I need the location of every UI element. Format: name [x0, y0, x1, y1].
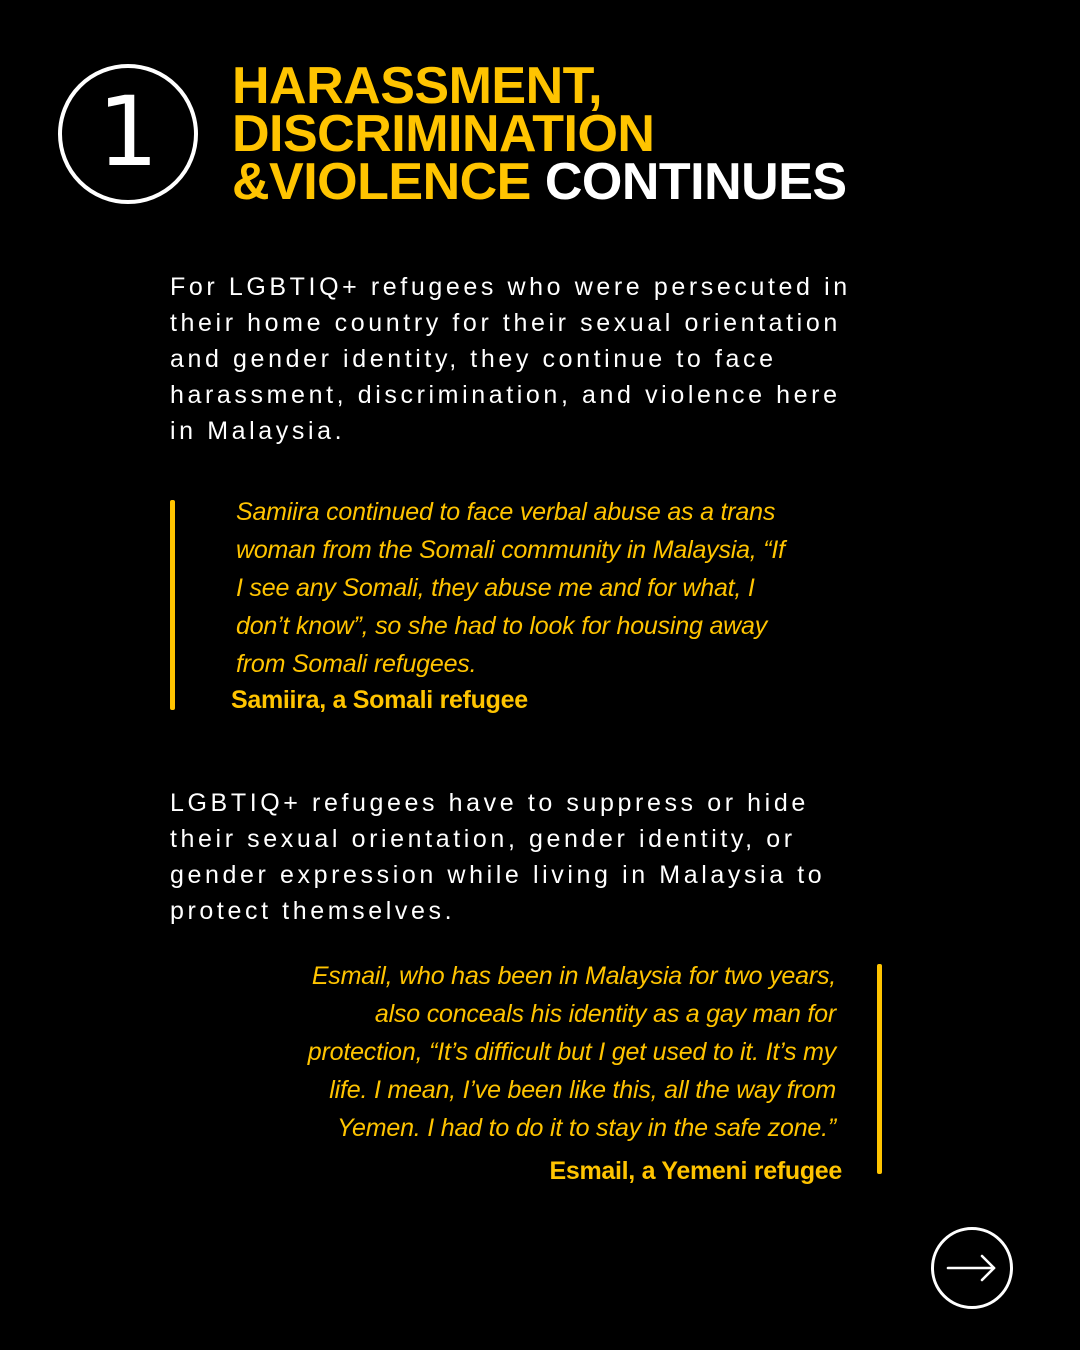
quote-line: I see any Somali, they abuse me and for what, I: [236, 574, 755, 602]
intro-paragraph: [170, 269, 930, 449]
number-badge-label: 1: [97, 76, 159, 188]
title-line-3: [232, 153, 847, 211]
quote-line: Yemen. I had to do it to stay in the safe zone.”: [336, 1114, 836, 1142]
quote-line: woman from the Somali community in Malaysia, “If: [236, 536, 785, 564]
paragraph-line: harassment, discrimination, and violence here: [170, 381, 841, 409]
paragraph-line: gender expression while living in Malaysia to: [170, 861, 826, 889]
samiira-attribution: Samiira, a Somali refugee: [231, 686, 528, 714]
title-line-1: HARASSMENT,: [232, 57, 603, 115]
paragraph-line: in Malaysia.: [170, 417, 346, 445]
quote-line: life. I mean, I’ve been like this, all the way from: [329, 1076, 836, 1104]
number-badge: [58, 64, 198, 204]
page-title: [232, 57, 847, 211]
paragraph-line: LGBTIQ+ refugees have to suppress or hide: [170, 789, 809, 817]
title-line-3-white: CONTINUES: [544, 153, 847, 211]
paragraph-line: protect themselves.: [170, 897, 456, 925]
quote-line: Esmail, who has been in Malaysia for two years,: [311, 962, 836, 990]
quote-line: protection, “It’s difficult but I get used to it. It’s my: [307, 1038, 836, 1066]
paragraph-line: and gender identity, they continue to face: [170, 345, 777, 373]
quote-line: from Somali refugees.: [236, 650, 477, 678]
quote-bar-right: [877, 964, 882, 1174]
paragraph-line: their home country for their sexual orientation: [170, 309, 841, 337]
paragraph-line: their sexual orientation, gender identity, or: [170, 825, 796, 853]
quote-line: also conceals his identity as a gay man for: [374, 1000, 836, 1028]
quote-line: Samiira continued to face verbal abuse as a trans: [236, 498, 776, 526]
quote-line: don’t know”, so she had to look for housing away: [236, 612, 768, 640]
title-line-2: DISCRIMINATION: [232, 105, 655, 163]
esmail-attribution: Esmail, a Yemeni refugee: [549, 1157, 842, 1185]
paragraph-line: For LGBTIQ+ refugees who were persecuted in: [170, 273, 851, 301]
arrow-right-icon: [946, 1253, 998, 1283]
title-line-3-yellow: &VIOLENCE: [232, 153, 531, 211]
samiira-quote: [236, 493, 785, 683]
esmail-quote: [308, 957, 836, 1147]
next-button[interactable]: [931, 1227, 1013, 1309]
second-paragraph: [170, 785, 930, 929]
quote-bar-left: [170, 500, 175, 710]
